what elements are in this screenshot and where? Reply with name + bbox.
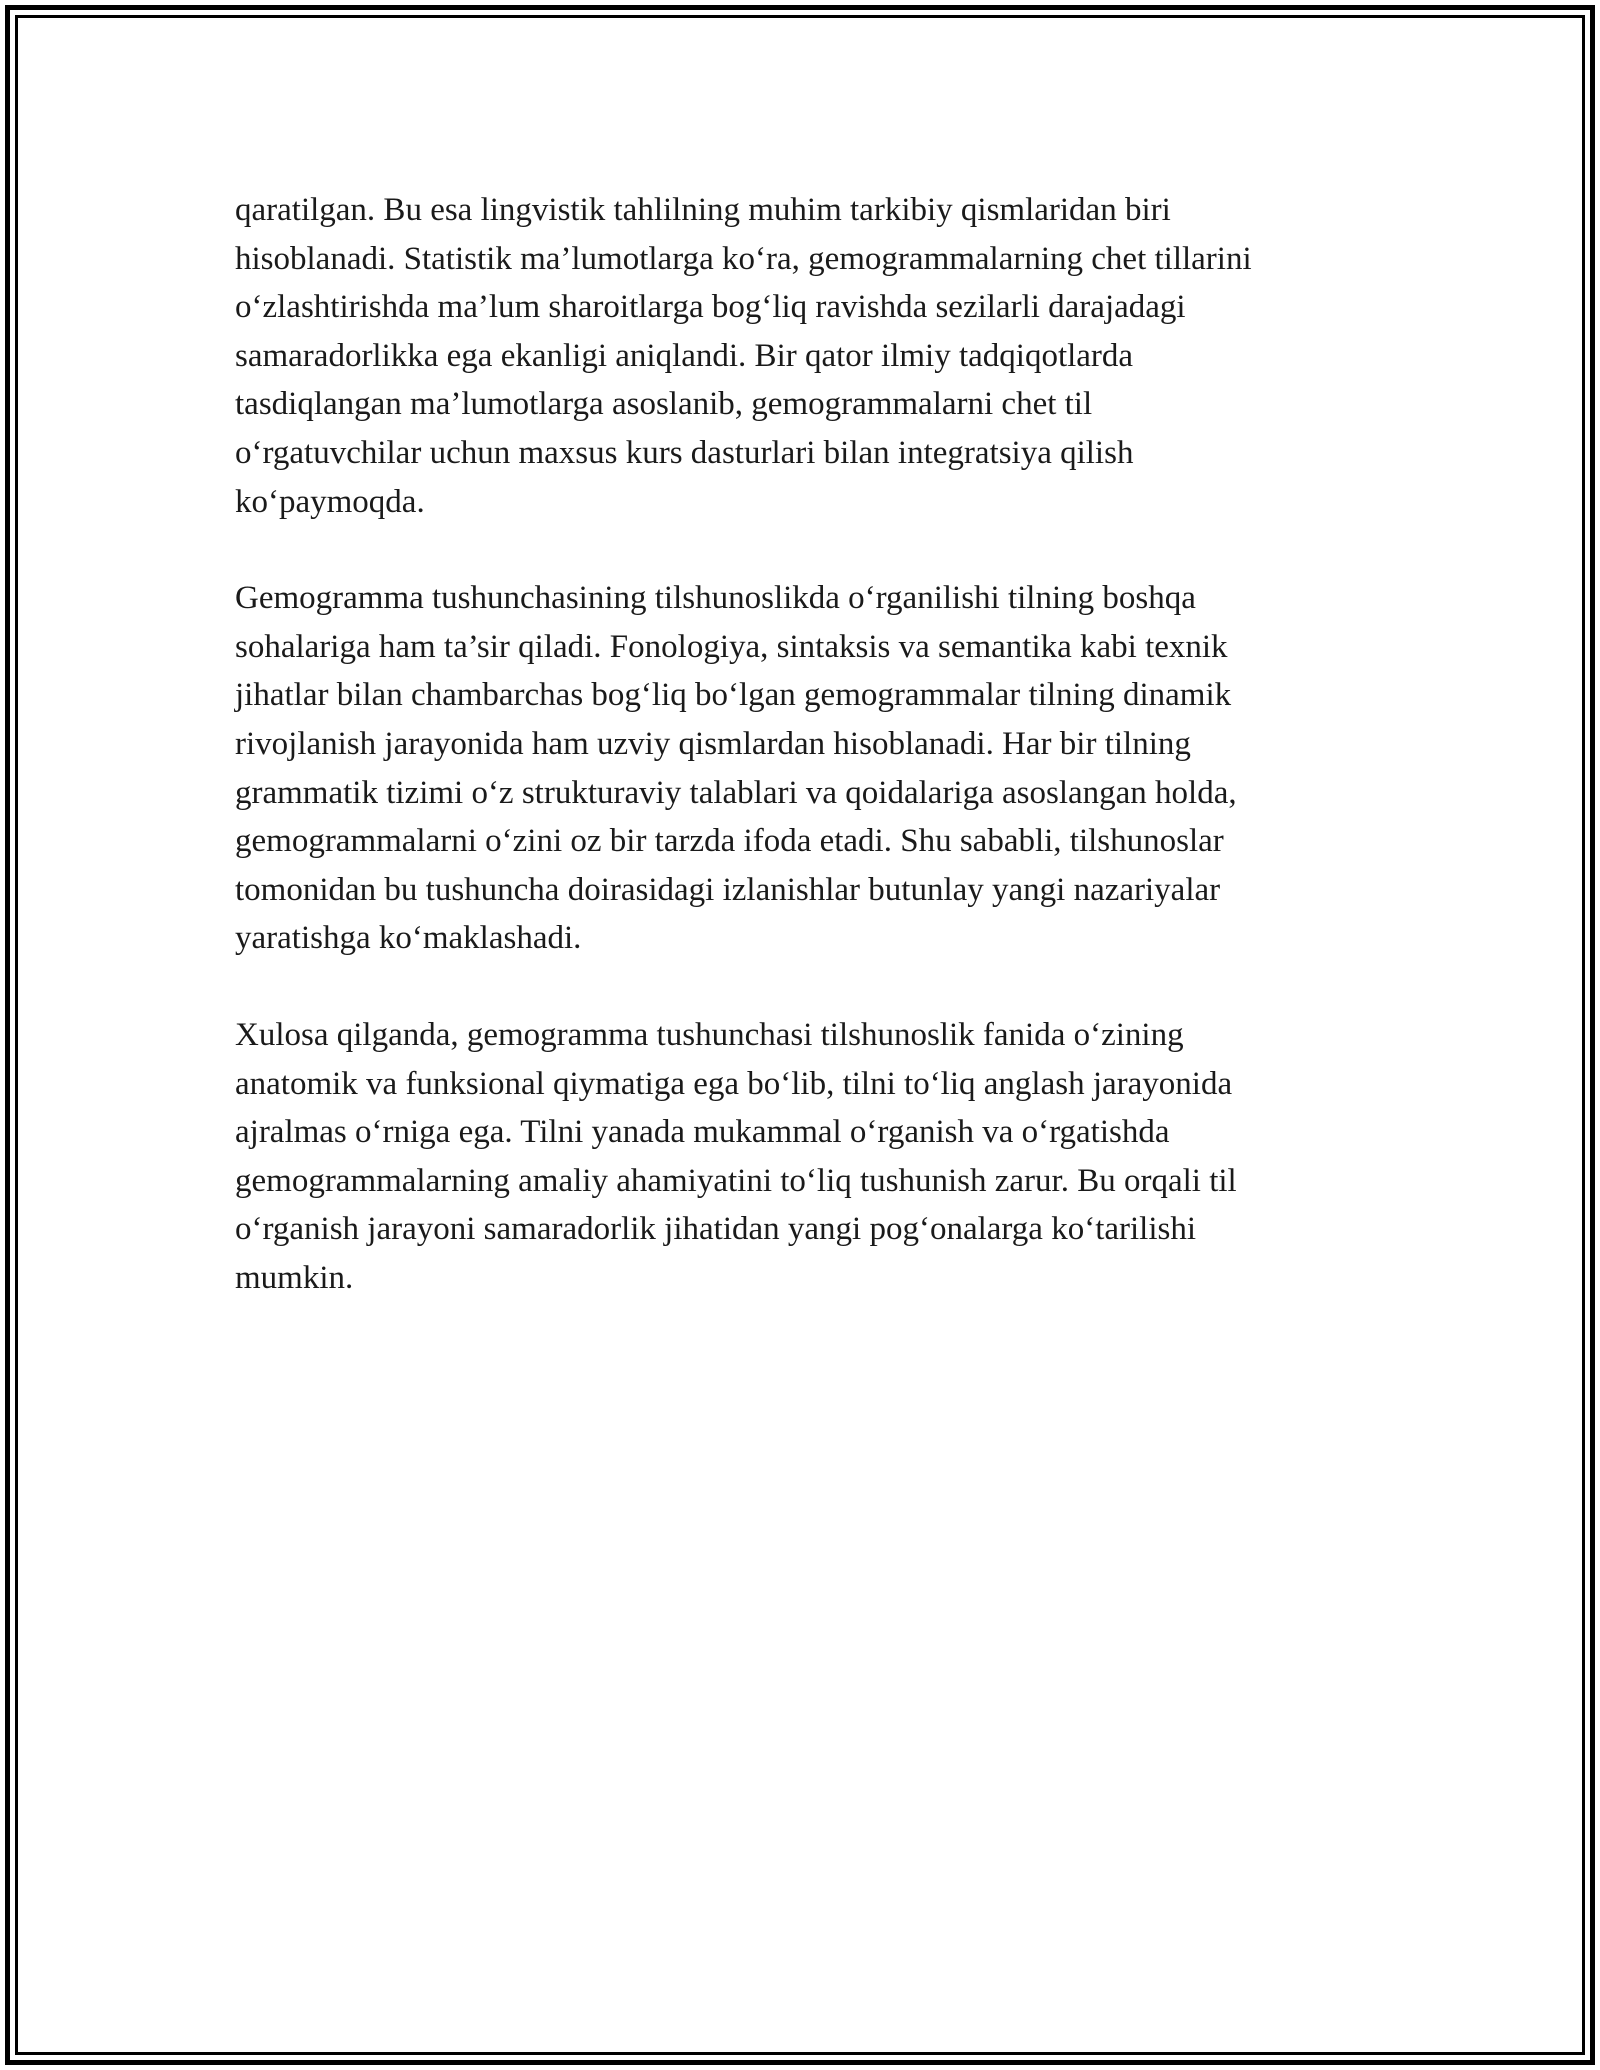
paragraph-2: Gemogramma tushunchasining tilshunoslikda o‘rganilishi tilning boshqa sohalariga ham ta’sir qiladi. Fonologiya, sintaksis va semantika kabi texnik jihatlar bilan chambarchas bog‘liq bo‘lgan gemogrammalar tilning dinamik rivojlanish jarayonida ham uzviy qismlardan hisoblanadi. Har bir tilning grammatik tizimi o‘z strukturaviy talablari va qoidalariga asoslangan holda, gemogrammalarni o‘zini oz bir tarzda ifoda etadi. Shu sababli, tilshunoslar tomonidan bu tushuncha doirasidagi izlanishlar butunlay yangi nazariyalar yaratishga ko‘maklashadi. [235, 580, 1237, 957]
paragraph-1: qaratilgan. Bu esa lingvistik tahlilning muhim tarkibiy qismlaridan biri hisoblanadi. Statistik ma’lumotlarga ko‘ra, gemogrammalarning chet tillarini o‘zlashtirishda ma’lum sharoitlarga bog‘liq ravishda sezilarli darajadagi samaradorlikka ega ekanligi aniqlandi. Bir qator ilmiy tadqiqotlarda tasdiqlangan ma’lumotlarga asoslanib, gemogrammalarni chet til o‘rgatuvchilar uchun maxsus kurs dasturlari bilan integratsiya qilish ko‘paymoqda. [235, 192, 1252, 520]
page-body [235, 186, 1385, 1302]
paragraph-3: Xulosa qilganda, gemogramma tushunchasi tilshunoslik fanida o‘zining anatomik va funksional qiymatiga ega bo‘lib, tilni to‘liq anglash jarayonida ajralmas o‘rniga ega. Tilni yanada mukammal o‘rganish va o‘rgatishda gemogrammalarning amaliy ahamiyatini to‘liq tushunish zarur. Bu orqali til o‘rganish jarayoni samaradorlik jihatidan yangi pog‘onalarga ko‘tarilishi mumkin. [235, 1016, 1237, 1296]
